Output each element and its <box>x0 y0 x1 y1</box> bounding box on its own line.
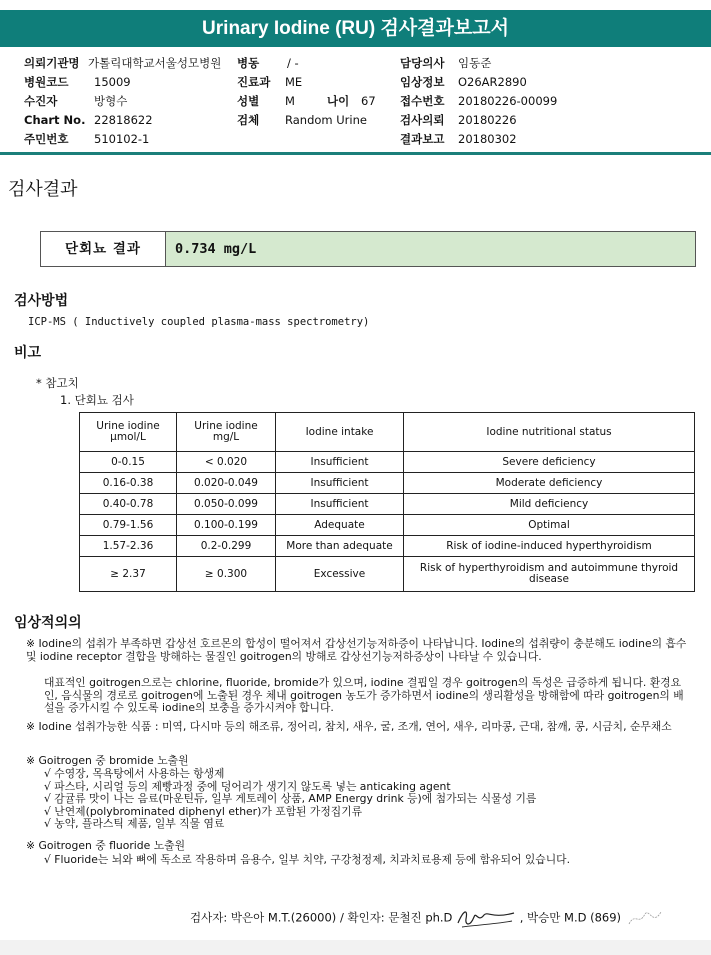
list-item: √ 감귤류 맛이 나는 음료(마운틴듀, 일부 게토레이 상품, AMP Energy drink 등)에 첨가되는 식물성 기름 <box>44 792 537 805</box>
table-row <box>80 536 695 557</box>
info-label: 임상정보 <box>400 75 445 89</box>
table-header-cell: Iodine intake <box>276 413 404 452</box>
table-row <box>80 515 695 536</box>
info-label: 수진자 <box>24 94 58 108</box>
info-value: 510102-1 <box>94 132 150 146</box>
signature-scribble-icon <box>625 906 665 930</box>
list-item: √ 수영장, 목욕탕에서 사용하는 항생제 <box>44 767 225 780</box>
info-value: 임동준 <box>458 56 492 70</box>
info-label: 성별 <box>237 94 260 108</box>
info-label: 진료과 <box>237 75 271 89</box>
bromide-list <box>44 768 694 831</box>
table-cell: 0.40-0.78 <box>80 494 177 515</box>
info-middle <box>237 54 387 130</box>
table-cell: Excessive <box>276 557 404 592</box>
info-label: 결과보고 <box>400 132 445 146</box>
info-label: 담당의사 <box>400 56 445 70</box>
table-row <box>80 473 695 494</box>
clinical-heading: 임상적의의 <box>14 615 82 631</box>
bromide-heading: ※ Goitrogen 중 bromide 노출원 <box>26 754 189 767</box>
table-cell: Adequate <box>276 515 404 536</box>
signature-mark-icon <box>456 905 516 931</box>
info-value: Random Urine <box>285 113 367 127</box>
reference-sub-label: 1. 단회뇨 검사 <box>60 393 134 407</box>
table-header-row <box>80 413 695 452</box>
table-cell: Risk of iodine-induced hyperthyroidism <box>404 536 695 557</box>
signature-line <box>190 905 665 931</box>
table-cell: Insufficient <box>276 473 404 494</box>
list-item: √ 농약, 플라스틱 제품, 일부 직물 염료 <box>44 817 225 830</box>
table-cell: Moderate deficiency <box>404 473 695 494</box>
info-value: 방형수 <box>94 94 128 108</box>
result-value: 0.734 mg/L <box>166 232 695 266</box>
info-label: 검사의뢰 <box>400 113 445 127</box>
info-label: 의뢰기관명 <box>24 56 80 70</box>
table-row <box>80 494 695 515</box>
table-cell: Optimal <box>404 515 695 536</box>
age-label: 나이 <box>327 94 350 108</box>
table-cell: ≥ 0.300 <box>177 557 276 592</box>
info-value: 가톨릭대학교서울성모병원 <box>88 56 222 70</box>
table-row <box>80 452 695 473</box>
table-cell: Risk of hyperthyroidism and autoimmune thyroid disease <box>404 557 695 592</box>
info-value: 20180226-00099 <box>458 94 558 108</box>
table-cell: 0.79-1.56 <box>80 515 177 536</box>
table-row <box>80 557 695 592</box>
table-cell: Mild deficiency <box>404 494 695 515</box>
info-value: / - <box>287 56 299 70</box>
reference-table <box>79 412 695 592</box>
reference-label: * 참고치 <box>36 376 79 390</box>
remarks-heading: 비고 <box>14 345 42 361</box>
table-cell: Insufficient <box>276 452 404 473</box>
table-cell: 1.57-2.36 <box>80 536 177 557</box>
info-label: Chart No. <box>24 113 86 127</box>
info-label: 병원코드 <box>24 75 69 89</box>
list-item: √ 난연제(polybrominated diphenyl ether)가 포함된 가정집기류 <box>44 804 363 818</box>
table-header-cell: Iodine nutritional status <box>404 413 695 452</box>
result-heading: 검사결과 <box>8 179 78 200</box>
table-cell: 0.100-0.199 <box>177 515 276 536</box>
clinical-paragraph-1: ※ Iodine의 섭취가 부족하면 갑상선 호르몬의 합성이 떨어져서 갑상선기능저하증이 나타납니다. Iodine의 섭취량이 충분해도 iodine의 흡수 및 iodine receptor 결합을 방해하는 물질인 goitrogen의 방해로 갑상선기능저하증상이 나타날 수 있습니다. <box>26 637 687 663</box>
table-cell: ≥ 2.37 <box>80 557 177 592</box>
info-right <box>400 54 700 149</box>
clinical-paragraph-3: ※ Iodine 섭취가능한 식품 : 미역, 다시마 등의 해조류, 정어리, 참치, 새우, 굴, 조개, 연어, 새우, 리마콩, 근대, 참깨, 콩, 시금치, 순무채소 <box>26 720 672 733</box>
header-divider <box>0 152 711 155</box>
result-box <box>40 231 696 267</box>
info-value: 20180302 <box>458 132 517 146</box>
table-cell: 0.16-0.38 <box>80 473 177 494</box>
table-cell: More than adequate <box>276 536 404 557</box>
method-text: ICP-MS ( Inductively coupled plasma-mass spectrometry) <box>28 316 370 328</box>
info-value: 22818622 <box>94 113 153 127</box>
info-label: 주민번호 <box>24 132 69 146</box>
table-cell: 0-0.15 <box>80 452 177 473</box>
table-header-cell: Urine iodine μmol/L <box>80 413 177 452</box>
info-value: 20180226 <box>458 113 517 127</box>
info-value: ME <box>285 75 303 89</box>
table-cell: Insufficient <box>276 494 404 515</box>
list-item: √ 파스타, 시리얼 등의 제빵과정 중에 덩어리가 생기지 않도록 넣는 anticaking agent <box>44 779 451 793</box>
age-value: 67 <box>361 94 376 108</box>
result-label: 단회뇨 결과 <box>41 232 166 266</box>
table-cell: 0.2-0.299 <box>177 536 276 557</box>
fluoride-list <box>44 854 694 867</box>
info-value: O26AR2890 <box>458 75 527 89</box>
info-label: 접수번호 <box>400 94 445 108</box>
list-item: √ Fluoride는 뇌와 뼈에 독소로 작용하며 음용수, 일부 치약, 구강청정제, 치과치료용제 등에 함유되어 있습니다. <box>44 853 571 866</box>
info-label: 병동 <box>237 56 260 70</box>
table-header-cell: Urine iodine mg/L <box>177 413 276 452</box>
signature-text-1: 검사자: 박은아 M.T.(26000) / 확인자: 문철진 ph.D <box>190 910 453 925</box>
table-cell: Severe deficiency <box>404 452 695 473</box>
table-cell: 0.050-0.099 <box>177 494 276 515</box>
info-value: M <box>285 94 295 108</box>
method-heading: 검사방법 <box>14 293 69 309</box>
info-label: 검체 <box>237 113 260 127</box>
signature-text-2: , 박승만 M.D (869) <box>519 910 622 925</box>
clinical-paragraph-2: 대표적인 goitrogen으로는 chlorine, fluoride, bromide가 있으며, iodine 결핍일 경우 goitrogen의 독성은 급증하게 됩니다. 환경요인, 음식물의 경로로 goitrogen에 노출된 경우 체내 goitrogen 농도가 증가하면서 iodine의 생리활성을 방해함에 따라 goitrogen의 배설을 증가시킬 수 있도록 iodine의 보충을 증가시켜야 합니다. <box>44 676 684 714</box>
fluoride-heading: ※ Goitrogen 중 fluoride 노출원 <box>26 839 186 852</box>
table-cell: < 0.020 <box>177 452 276 473</box>
report-title: Urinary Iodine (RU) 검사결과보고서 <box>0 10 711 47</box>
info-value: 15009 <box>94 75 131 89</box>
table-cell: 0.020-0.049 <box>177 473 276 494</box>
